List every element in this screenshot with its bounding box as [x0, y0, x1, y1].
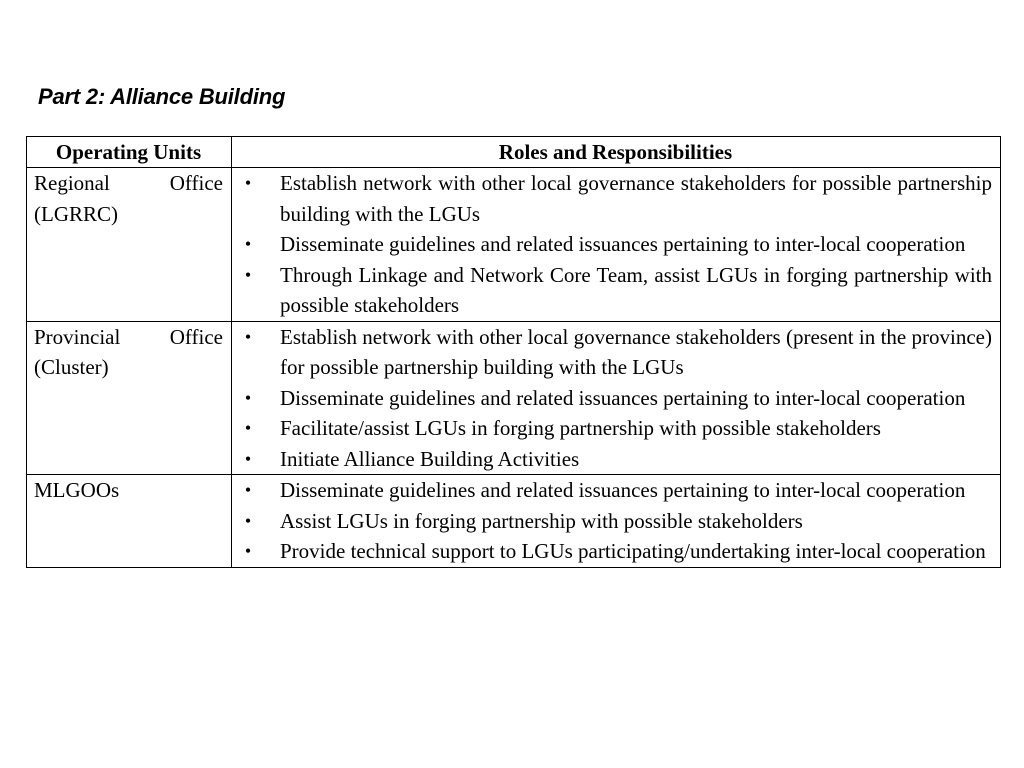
page-title: Part 2: Alliance Building — [38, 84, 286, 109]
header-operating-units: Operating Units — [27, 137, 232, 168]
role-text: Facilitate/assist LGUs in forging partnership with possible stakeholders — [280, 416, 881, 440]
bullet-icon: • — [244, 264, 252, 285]
bullet-icon: • — [244, 234, 252, 254]
role-list — [239, 322, 992, 475]
table-row — [27, 475, 1001, 568]
roles-cell — [232, 321, 1001, 475]
list-item — [239, 383, 992, 414]
role-text: Assist LGUs in forging partnership with possible stakeholders — [280, 508, 803, 533]
bullet-icon: • — [244, 387, 252, 408]
list-item — [239, 168, 992, 229]
list-item — [239, 536, 992, 567]
list-item — [239, 413, 992, 444]
roles-cell — [232, 475, 1001, 568]
unit-cell-regional-office: Regional Office (LGRRC) — [27, 168, 232, 322]
bullet-icon: • — [244, 173, 252, 193]
unit-cell-provincial-office: Provincial Office (Cluster) — [27, 321, 232, 475]
roles-table — [26, 136, 1001, 568]
list-item — [239, 229, 992, 260]
roles-cell — [232, 168, 1001, 322]
table-header-row — [27, 137, 1001, 168]
role-text: Provide technical support to LGUs participating/undertaking inter-local cooperation — [280, 539, 986, 563]
role-text: Establish network with other local governance stakeholders for possible partnership building with the LGUs — [280, 171, 992, 226]
list-item — [239, 475, 992, 506]
list-item — [239, 260, 992, 321]
list-item — [239, 322, 992, 383]
bullet-icon: • — [244, 448, 252, 469]
role-text: Through Linkage and Network Core Team, assist LGUs in forging partnership with possible stakeholders — [280, 262, 992, 317]
role-list — [239, 475, 992, 567]
header-roles-and-responsibilities: Roles and Responsibilities — [232, 137, 1001, 168]
bullet-icon: • — [244, 480, 252, 500]
role-text: Disseminate guidelines and related issuances pertaining to inter-local cooperation — [280, 232, 966, 256]
list-item — [239, 444, 992, 475]
role-text: Disseminate guidelines and related issuances pertaining to inter-local cooperation — [280, 385, 966, 410]
role-list — [239, 168, 992, 321]
unit-cell-mlgoos: MLGOOs — [27, 475, 232, 568]
role-text: Establish network with other local governance stakeholders (present in the province) for possible partnership building with the LGUs — [280, 324, 992, 379]
role-text: Disseminate guidelines and related issuances pertaining to inter-local cooperation — [280, 478, 966, 502]
list-item — [239, 506, 992, 537]
bullet-icon: • — [244, 510, 252, 531]
role-text: Initiate Alliance Building Activities — [280, 446, 580, 471]
bullet-icon: • — [244, 418, 252, 438]
table-row — [27, 321, 1001, 475]
table-row — [27, 168, 1001, 322]
bullet-icon: • — [244, 326, 252, 347]
bullet-icon: • — [244, 541, 252, 561]
